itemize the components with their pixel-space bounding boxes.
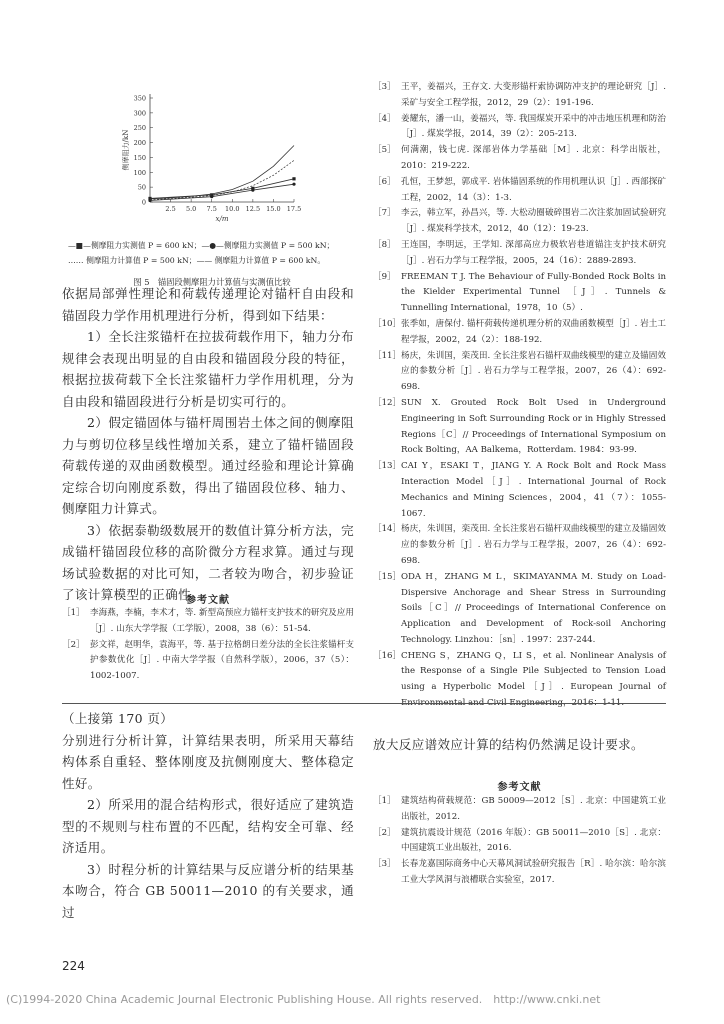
data-point: [292, 177, 295, 180]
reference-number: ［7］: [373, 208, 396, 219]
reference-number: ［15］: [373, 571, 402, 582]
reference-number: ［2］: [373, 827, 396, 838]
reference-text: 杨庆，朱训国，栾茂田. 全长注浆岩石锚杆双曲线模型的建立及锚固效应的参数分析［J］. 岩石力学与工程学报，2007，26（4）：692-698.: [401, 350, 666, 393]
reference-item: [373, 826, 666, 858]
reference-number: ［16］: [373, 650, 402, 661]
series-line: [150, 179, 294, 199]
y-tick-label: 0: [141, 198, 146, 207]
reference-item: [62, 606, 354, 638]
y-tick-label: 300: [133, 109, 146, 118]
y-tick-label: 50: [137, 183, 146, 192]
copyright-footer: (C)1994-2020 China Academic Journal Electronic Publishing House. All rights reserved. http://www.cnki.net: [6, 993, 601, 1006]
reference-text: 王平，姜福兴，王存文. 大变形锚杆索协调防冲支护的理论研究［J］. 采矿与安全工程学报，2012，29（2）：191-196.: [401, 82, 666, 108]
y-tick-label: 150: [133, 153, 146, 162]
legend-line-2: …… 侧摩阻力计算值 P = 500 kN；—— 侧摩阻力计算值 P = 600 kN。: [68, 256, 326, 265]
series-line: [150, 146, 294, 200]
reference-item: [373, 143, 666, 175]
reference-text: ODA H，ZHANG M L，SKIMAYANMA M. Study on Load-Dispersive Anchorage and Shear Stress in Surrounding Soils［C］// Proceedings of International Conference on Application and Development of Rock-soil Anchoring Technology. Linzhou：［sn］. 1997：237-244.: [401, 571, 666, 645]
reference-item: [373, 570, 666, 649]
continuation-para-1: 分别进行分析计算，计算结果表明，所采用天幕结构体系自重轻、整体刚度及抗侧刚度大、整体稳定性好。: [62, 732, 354, 791]
reference-item: [373, 317, 666, 349]
reference-text: 何满潮，钱七虎. 深部岩体力学基础［M］. 北京：科学出版社，2010：219-222.: [401, 145, 666, 171]
references-title-left: 参考文献: [186, 595, 230, 606]
reference-item: [373, 522, 666, 569]
continuation-para-3: 3）时程分析的计算结果与反应谱分析的结果基本吻合，符合 GB 50011—2010 的有关要求，通过: [62, 861, 354, 920]
reference-text: CAI Y，ESAKI T，JIANG Y. A Rock Bolt and Rock Mass Interaction Model［J］. International Journal of Rock Mechanics and Mining Sciences，2004，41（7）：1055-1067.: [401, 461, 666, 519]
reference-text: 彭文祥，赵明华，袁海平，等. 基于拉格朗日差分法的全长注浆锚杆支护参数优化［J］. 中南大学学报（自然科学版），2006，37（5）：1002-1007.: [90, 639, 354, 682]
reference-number: ［8］: [373, 239, 396, 250]
legend-line-1: —■—侧摩阻力实测值 P = 600 kN；—●—侧摩阻力实测值 P = 500 kN；: [68, 241, 335, 250]
reference-text: 长春龙嘉国际商务中心天幕风洞试验研究报告［R］. 哈尔滨：哈尔滨工业大学风洞与浪槽联合实验室，2017.: [401, 859, 666, 885]
reference-number: ［14］: [373, 524, 402, 535]
y-tick-label: 200: [133, 139, 146, 148]
continuation-para-2: 2）所采用的混合结构形式，很好适应了建筑造型的不规则与柱布置的不匹配，结构安全可靠、经济适用。: [62, 797, 354, 855]
reference-item: [62, 638, 354, 685]
references-title-bottom: 参考文献: [497, 782, 542, 793]
y-axis-label: 侧摩阻力/kN: [122, 129, 130, 171]
reference-text: CHENG S，ZHANG Q，LI S，et al. Nonlinear Analysis of the Response of a Single Pile Subjected to Tension Load using a Hyperbolic Model［J］. European Journal of Environmental and Civil Engineering，2016：1-11.: [401, 650, 666, 709]
reference-text: 孔恒，王梦恕，郭成平. 岩体锚固系统的作用机理认识［J］. 西部探矿工程，2002，14（3）：1-3.: [401, 176, 666, 203]
conclusion-item-1: 1）全长注浆锚杆在拉拔荷载作用下，轴力分布规律会表现出明显的自由段和锚固段分段的特征，根据拉拔荷载下全长注浆锚杆力学作用机理，分为自由段和锚固段进行分析是切实可行的。: [62, 329, 354, 409]
data-point: [251, 189, 254, 192]
reference-text: 建筑抗震设计规范（2016 年版）：GB 50011—2010［S］. 北京：中国建筑工业出版社，2016.: [401, 827, 666, 854]
reference-text: 张季如，唐保付. 锚杆荷载传递机理分析的双曲函数模型［J］. 岩土工程学报，2002，24（2）：188-192.: [401, 318, 666, 345]
reference-text: 王连国，李明远，王学知. 深部高应力极软岩巷道锚注支护技术研究［J］. 岩石力学与工程学报，2005，24（16）：2889-2893.: [401, 239, 666, 266]
reference-item: [373, 80, 666, 112]
reference-text: 李云，韩立军，孙昌兴，等. 大松动圈破碎围岩二次注浆加固试验研究［J］. 煤炭科学技术，2012，40（12）：19-23.: [401, 208, 666, 235]
y-tick-label: 350: [133, 94, 146, 103]
references-left: [62, 606, 354, 685]
reference-item: [373, 857, 666, 889]
y-tick-label: 100: [133, 168, 146, 177]
reference-number: ［10］: [373, 318, 402, 329]
reference-item: [373, 459, 666, 522]
continuation-section: [62, 708, 354, 923]
reference-number: ［11］: [373, 350, 402, 361]
reference-item: [373, 238, 666, 270]
reference-number: ［5］: [373, 145, 396, 156]
references-bottom: [373, 794, 666, 889]
reference-number: ［2］: [62, 639, 85, 650]
reference-number: ［3］: [373, 859, 396, 870]
reference-item: [373, 349, 666, 396]
reference-item: [373, 206, 666, 238]
figure-caption: 图 5 锚固段侧摩阻力计算值与实测值比较: [133, 277, 291, 287]
x-tick-label: 15.0: [266, 205, 281, 213]
reference-text: 李海燕，李楠，李术才，等. 新型高预应力锚杆支护技术的研究及应用［J］. 山东大学学报（工学版），2008，38（6）：51-54.: [90, 608, 354, 634]
reference-number: ［1］: [373, 796, 396, 806]
reference-item: [373, 112, 666, 144]
reference-number: ［3］: [373, 82, 396, 92]
series-line: [150, 160, 294, 199]
x-tick-label: 2.5: [165, 205, 176, 213]
x-tick-label: 12.5: [245, 205, 261, 213]
y-tick-label: 250: [133, 124, 146, 133]
x-tick-label: 17.5: [286, 205, 302, 213]
reference-item: [373, 175, 666, 207]
reference-number: ［13］: [373, 461, 402, 472]
reference-number: ［6］: [373, 176, 396, 187]
reference-number: ［9］: [373, 271, 396, 282]
x-tick-label: 10.0: [225, 205, 240, 213]
reference-item: [373, 396, 666, 459]
reference-number: ［12］: [373, 397, 402, 408]
figure-legend: [68, 238, 358, 268]
conclusion-section: [62, 283, 354, 606]
reference-text: FREEMAN T J. The Behaviour of Fully-Bonded Rock Bolts in the Kielder Experimental Tunnel ［J］. Tunnels & Tunnelling International，1978，10（5）.: [401, 271, 666, 314]
conclusion-intro: 依据局部弹性理论和荷载传递理论对锚杆自由段和锚固段力学作用机理进行分析，得到如下结果：: [62, 286, 354, 323]
page-number: 224: [62, 959, 85, 973]
references-right: [373, 80, 666, 712]
reference-number: ［4］: [373, 113, 396, 124]
continuation-label: （上接第 170 页）: [62, 711, 174, 726]
conclusion-item-2: 2）假定锚固体与锚杆周围岩土体之间的侧摩阻力与剪切位移呈线性增加关系，建立了锚杆锚固段荷载传递的双曲函数模型。通过经验和理论计算确定综合切向刚度系数，得出了锚固段位移、轴力、侧摩阻力计算式。: [62, 415, 354, 516]
reference-item: [373, 270, 666, 317]
conclusion-item-3: 3）依据泰勒级数展开的数值计算分析方法，完成锚杆锚固段位移的高阶微分方程求算。通过与现场试验数据的对比可知，二者较为吻合，初步验证了该计算模型的正确性。: [62, 522, 354, 602]
reference-text: 杨庆，朱训国，栾茂田. 全长注浆岩石锚杆双曲线模型的建立及锚固效应的参数分析［J］. 岩石力学与工程学报，2007，26（4）：692-698.: [401, 524, 666, 566]
section-divider: [62, 703, 666, 704]
reference-text: 姜耀东，潘一山，姜福兴，等. 我国煤炭开采中的冲击地压机理和防治［J］. 煤炭学报，2014，39（2）：205-213.: [401, 113, 666, 140]
x-axis-label: x/m: [215, 215, 229, 223]
continuation-right-para: 放大反应谱效应计算的结构仍然满足设计要求。: [373, 737, 644, 752]
reference-number: ［1］: [62, 608, 85, 618]
reference-text: 建筑结构荷载规范：GB 50009—2012［S］. 北京：中国建筑工业出版社，2012.: [401, 796, 666, 822]
reference-item: [373, 794, 666, 826]
reference-text: SUN X. Grouted Rock Bolt Used in Underground Engineering in Soft Surrounding Rock or in Highly Stressed Regions［C］// Proceedings of International Symposium on Rock Bolting，AA Balkema，Rotterdam. 1984：93-99.: [401, 397, 666, 456]
x-tick-label: 7.5: [206, 205, 217, 213]
data-point: [292, 183, 295, 186]
figure-5-chart: [62, 84, 362, 224]
x-tick-label: 5.0: [185, 205, 197, 213]
